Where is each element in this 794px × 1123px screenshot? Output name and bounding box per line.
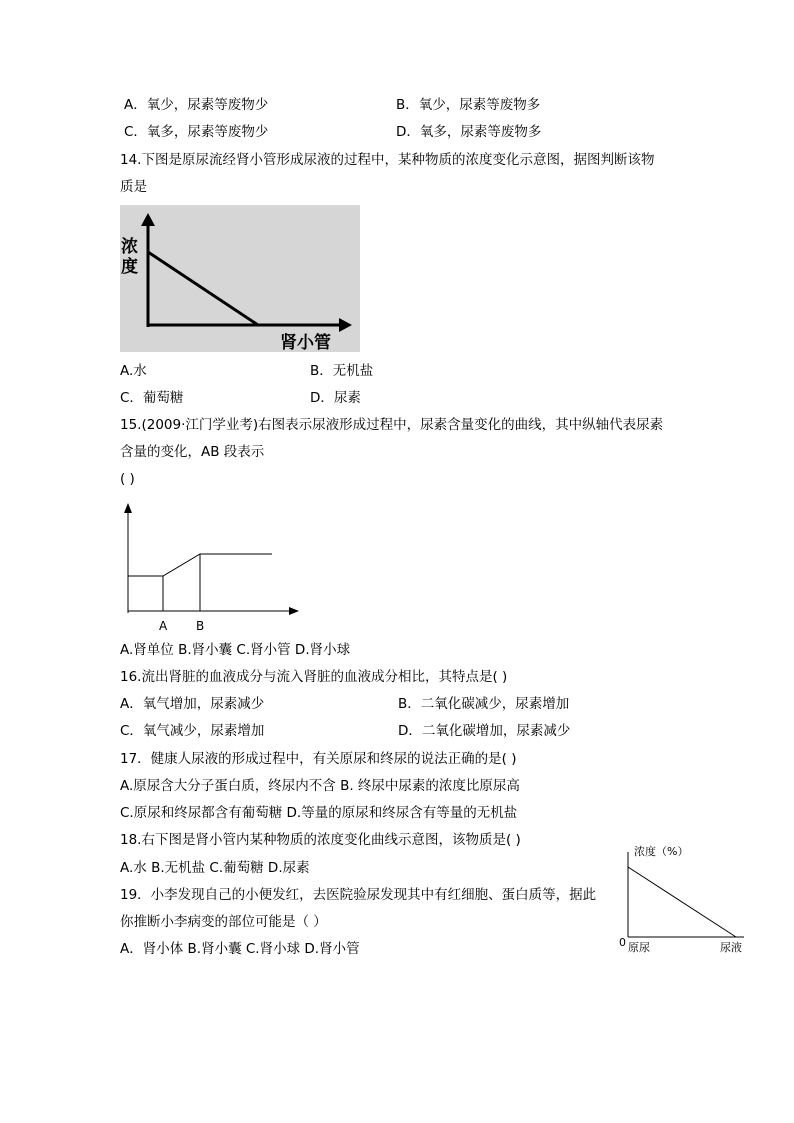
q13-option-a: A．氧少，尿素等废物少 (124, 97, 269, 113)
q15-label-a: A (159, 619, 168, 633)
q17-stem: 17．健康人尿液的形成过程中，有关原尿和终尿的说法正确的是( ) (120, 751, 517, 767)
q17-options-cd: C.原尿和终尿都含有葡萄糖 D.等量的原尿和终尿含有等量的无机盐 (120, 805, 518, 821)
q18-options: A.水 B.无机盐 C.葡萄糖 D.尿素 (120, 860, 310, 876)
q18-figure (612, 838, 762, 958)
q14-ylabel-1: 浓 (121, 237, 138, 257)
q14-figure (120, 205, 360, 352)
q18-origin-label: 0 (619, 936, 626, 949)
q14-option-b: B．无机盐 (310, 363, 374, 379)
q18-stem: 18.右下图是肾小管内某种物质的浓度变化曲线示意图，该物质是( ) (120, 832, 521, 848)
q14-option-d: D．尿素 (310, 390, 361, 406)
q14-option-a: A.水 (120, 363, 147, 379)
q14-ylabel-2: 度 (121, 257, 138, 277)
q16-option-d: D．二氧化碳增加，尿素减少 (398, 723, 571, 739)
q15-x-arrow (289, 607, 299, 615)
q14-stem-line2: 质是 (120, 179, 147, 195)
q15-chart (112, 498, 312, 636)
q18-concentration-line (628, 867, 736, 937)
q18-ylabel: 浓度（%） (634, 845, 689, 858)
q13-option-d: D．氧多，尿素等废物多 (396, 124, 542, 140)
q14-option-c: C．葡萄糖 (120, 390, 184, 406)
q18-chart (612, 838, 762, 958)
q19-options: A．肾小体 B.肾小囊 C.肾小球 D.肾小管 (120, 941, 360, 957)
q13-option-b: B．氧少，尿素等废物多 (396, 97, 541, 113)
q16-option-c: C．氧气减少，尿素增加 (120, 723, 265, 739)
q19-stem-line1: 19．小李发现自己的小便发红，去医院验尿发现其中有红细胞、蛋白质等，据此 (120, 887, 597, 903)
q18-xlabel-start: 原尿 (628, 941, 650, 954)
q15-label-b: B (196, 619, 205, 633)
q16-stem: 16.流出肾脏的血液成分与流入肾脏的血液成分相比，其特点是( ) (120, 669, 508, 685)
q16-option-a: A．氧气增加，尿素减少 (120, 696, 265, 712)
q14-chart (120, 205, 360, 352)
q15-stem-line2: 含量的变化，AB 段表示 (120, 444, 265, 460)
q17-options-ab: A.原尿含大分子蛋白质，终尿内不含 B. 终尿中尿素的浓度比原尿高 (120, 778, 520, 794)
q15-answer-blank: ( ) (120, 471, 135, 487)
q13-option-c: C．氧多，尿素等废物少 (124, 124, 269, 140)
q18-xlabel-end: 尿液 (720, 941, 742, 954)
q14-stem-line1: 14.下图是原尿流经肾小管形成尿液的过程中，某种物质的浓度变化示意图，据图判断该物 (120, 152, 655, 168)
q14-xlabel: 肾小管 (280, 333, 331, 352)
q15-y-arrow (124, 503, 132, 513)
q14-chart-background (120, 205, 360, 352)
q15-options: A.肾单位 B.肾小囊 C.肾小管 D.肾小球 (120, 642, 351, 658)
q15-stem-line1: 15.(2009·江门学业考)右图表示尿液形成过程中，尿素含量变化的曲线，其中纵轴代表尿素 (120, 417, 664, 433)
q15-figure (112, 498, 312, 636)
q16-option-b: B．二氧化碳减少，尿素增加 (398, 696, 570, 712)
q19-stem-line2: 你推断小李病变的部位可能是（ ） (120, 914, 327, 930)
